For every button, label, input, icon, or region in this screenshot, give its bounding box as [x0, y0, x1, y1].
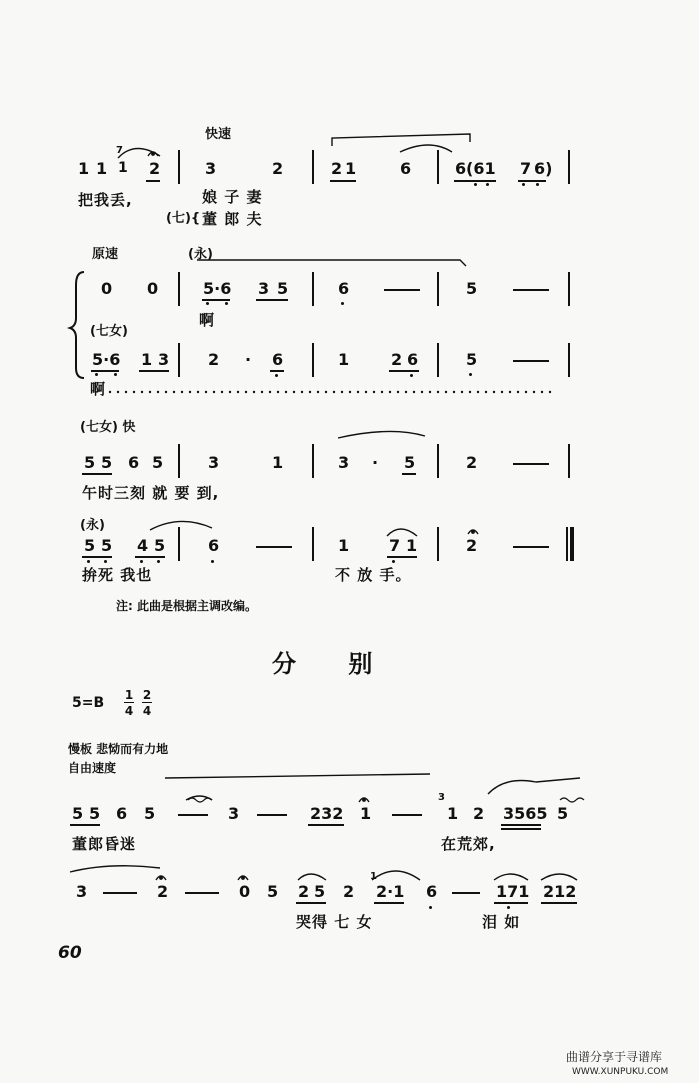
watermark-line-2: WWW.XUNPUKU.COM	[572, 1067, 669, 1077]
lyric-line-5b: 在荒郊,	[441, 835, 496, 853]
lyric-line-6a: 哭得 七 女	[296, 913, 373, 931]
part-brace-qi: (七){	[166, 211, 201, 226]
lyric-a-1: 啊	[199, 311, 216, 329]
lyric-a-2: 啊	[90, 380, 107, 398]
lyric-line-1b: 娘 子 妻	[202, 188, 263, 206]
key-signature: 5=B	[72, 695, 105, 711]
part-qinv-1: (七女)	[90, 324, 128, 339]
tempo-yuansu: 原速	[92, 247, 119, 262]
lyric-line-5a: 董郎昏迷	[72, 835, 137, 853]
page-number: 60	[58, 943, 82, 963]
lyric-line-4a: 拚死 我也	[82, 566, 153, 584]
tempo-ziyou: 自由速度	[68, 761, 117, 775]
lyric-line-1c: 董 郎 夫	[202, 210, 263, 228]
footnote: 注: 此曲是根据主调改编。	[116, 599, 257, 613]
piece-title: 分 别	[272, 650, 395, 678]
part-yong-1: (永)	[188, 247, 213, 262]
lyric-line-3: 午时三刻 就 要 到,	[82, 484, 220, 502]
watermark-line-1: 曲谱分享于寻谱库	[566, 1050, 663, 1064]
tempo-kuaisu: 快速	[205, 127, 232, 142]
tempo-manban: 慢板 悲恸而有力地	[68, 742, 169, 756]
lyric-line-4b: 不 放 手。	[335, 566, 412, 584]
lyric-line-6b: 泪 如	[482, 913, 521, 931]
part-yong-2: (永)	[80, 518, 105, 533]
lyric-line-1: 把我丢,	[78, 191, 133, 209]
part-qinv-kuai: (七女) 快	[80, 420, 136, 435]
